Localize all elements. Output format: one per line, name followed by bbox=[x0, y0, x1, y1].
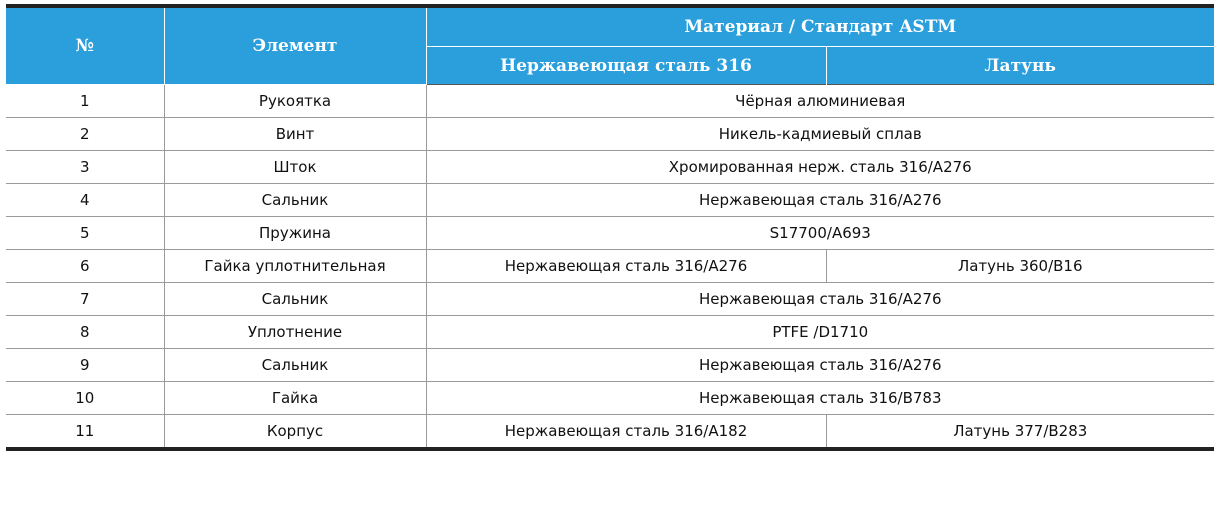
row-number: 6 bbox=[6, 250, 164, 283]
row-number: 2 bbox=[6, 118, 164, 151]
table-row bbox=[6, 184, 1214, 217]
row-element: Рукоятка bbox=[164, 85, 426, 118]
table-row bbox=[6, 349, 1214, 382]
table-body bbox=[6, 85, 1214, 450]
table-row bbox=[6, 118, 1214, 151]
row-stainless: Нержавеющая сталь 316/A276 bbox=[426, 250, 826, 283]
row-element: Шток bbox=[164, 151, 426, 184]
header-number: № bbox=[6, 6, 164, 85]
header-stainless: Нержавеющая сталь 316 bbox=[426, 47, 826, 85]
row-element: Сальник bbox=[164, 283, 426, 316]
row-element: Гайка уплотнительная bbox=[164, 250, 426, 283]
table-row bbox=[6, 382, 1214, 415]
table-row bbox=[6, 250, 1214, 283]
row-material: Никель-кадмиевый сплав bbox=[426, 118, 1214, 151]
row-number: 3 bbox=[6, 151, 164, 184]
row-number: 9 bbox=[6, 349, 164, 382]
header-element: Элемент bbox=[164, 6, 426, 85]
materials-table bbox=[6, 4, 1214, 451]
row-material: S17700/A693 bbox=[426, 217, 1214, 250]
table-row bbox=[6, 85, 1214, 118]
header-brass: Латунь bbox=[826, 47, 1214, 85]
table-row bbox=[6, 151, 1214, 184]
table-row bbox=[6, 217, 1214, 250]
row-material: Чёрная алюминиевая bbox=[426, 85, 1214, 118]
table-header bbox=[6, 6, 1214, 85]
row-number: 5 bbox=[6, 217, 164, 250]
row-material: Нержавеющая сталь 316/A276 bbox=[426, 184, 1214, 217]
materials-table-container bbox=[6, 4, 1214, 451]
row-number: 10 bbox=[6, 382, 164, 415]
table-row bbox=[6, 415, 1214, 450]
row-number: 1 bbox=[6, 85, 164, 118]
table-row bbox=[6, 283, 1214, 316]
row-element: Сальник bbox=[164, 349, 426, 382]
row-element: Винт bbox=[164, 118, 426, 151]
row-number: 7 bbox=[6, 283, 164, 316]
header-material-group: Материал / Стандарт ASTM bbox=[426, 6, 1214, 47]
row-element: Гайка bbox=[164, 382, 426, 415]
row-element: Пружина bbox=[164, 217, 426, 250]
row-element: Уплотнение bbox=[164, 316, 426, 349]
row-material: Нержавеющая сталь 316/A276 bbox=[426, 349, 1214, 382]
row-material: Нержавеющая сталь 316/A276 bbox=[426, 283, 1214, 316]
table-row bbox=[6, 316, 1214, 349]
row-element: Сальник bbox=[164, 184, 426, 217]
row-element: Корпус bbox=[164, 415, 426, 450]
row-brass: Латунь 360/B16 bbox=[826, 250, 1214, 283]
row-number: 11 bbox=[6, 415, 164, 450]
row-material: Хромированная нерж. сталь 316/A276 bbox=[426, 151, 1214, 184]
row-number: 8 bbox=[6, 316, 164, 349]
row-material: Нержавеющая сталь 316/B783 bbox=[426, 382, 1214, 415]
row-material: PTFE /D1710 bbox=[426, 316, 1214, 349]
row-stainless: Нержавеющая сталь 316/A182 bbox=[426, 415, 826, 450]
row-number: 4 bbox=[6, 184, 164, 217]
row-brass: Латунь 377/B283 bbox=[826, 415, 1214, 450]
